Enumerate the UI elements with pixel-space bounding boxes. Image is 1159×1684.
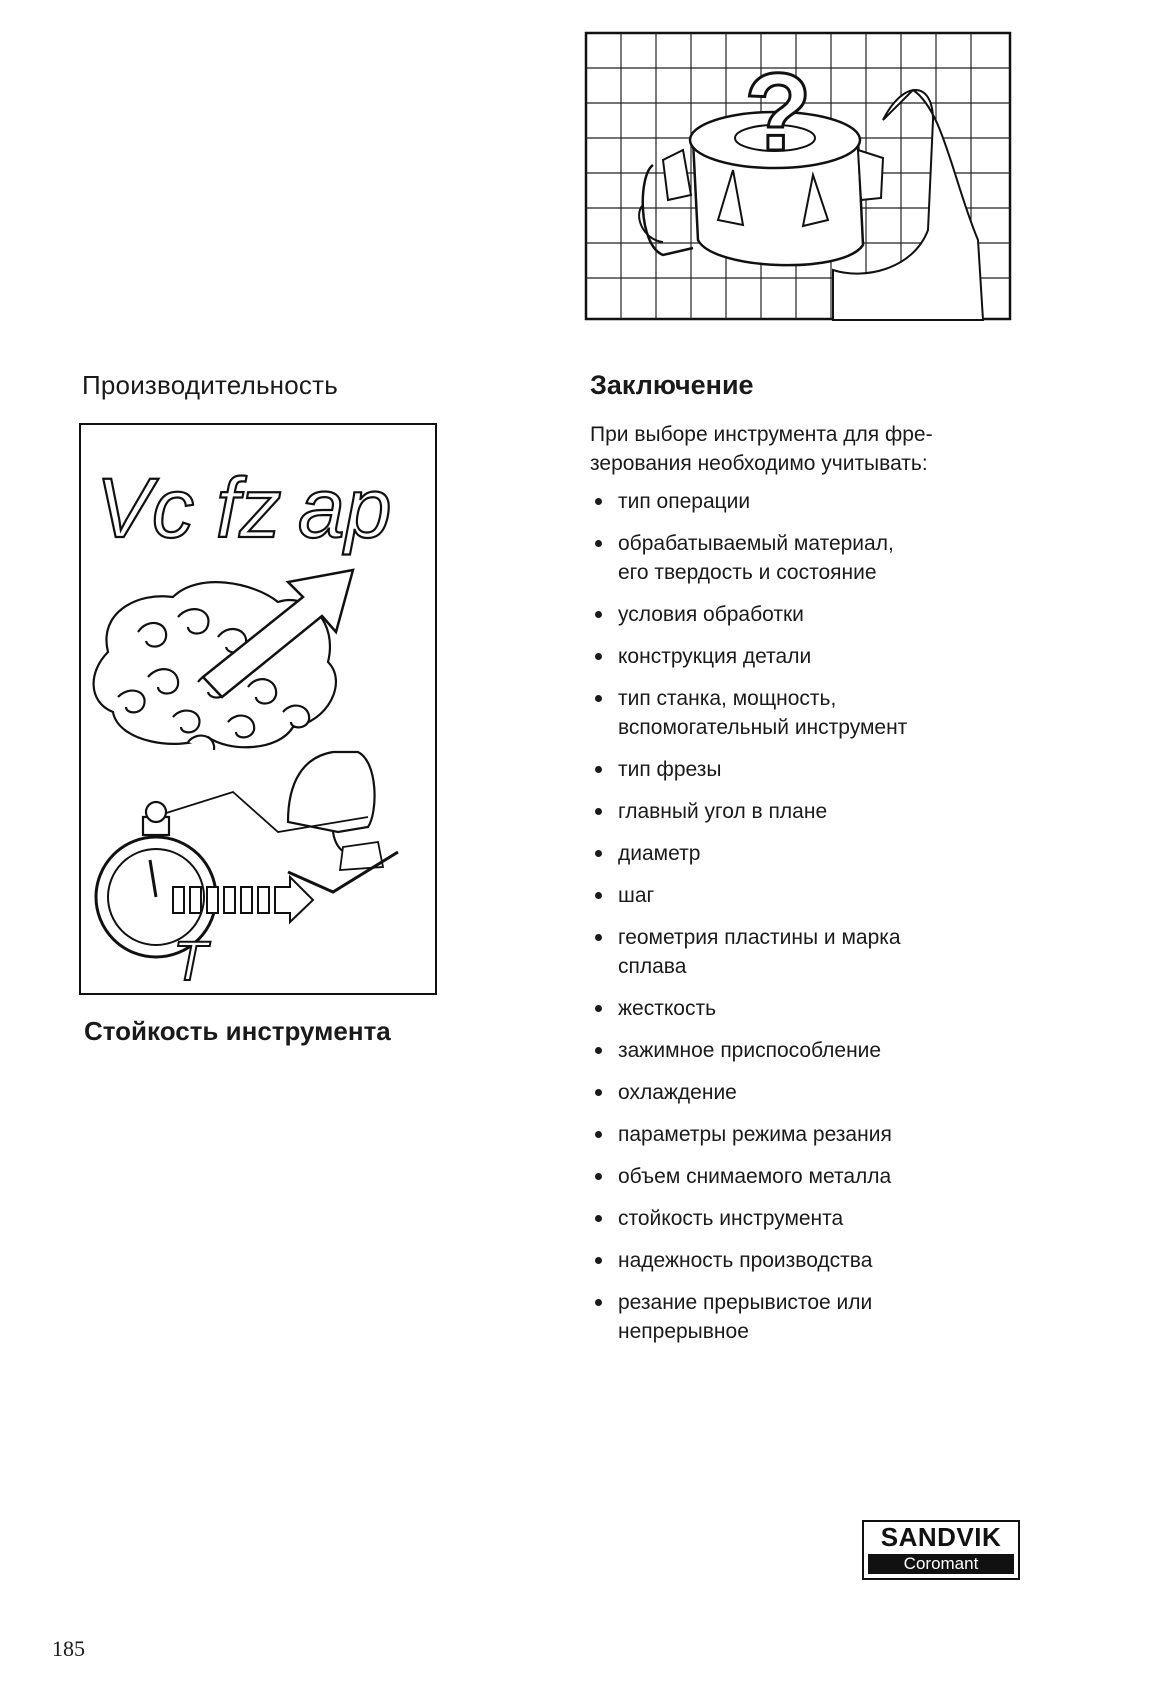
- param-fz: fz: [216, 461, 282, 555]
- list-item: тип станка, мощность, вспомогательный инструмент: [590, 684, 1010, 742]
- list-item: конструкция детали: [590, 642, 1010, 671]
- page-number: 185: [52, 1636, 85, 1661]
- intro-line-1: При выборе инструмента для фре-: [590, 423, 933, 446]
- list-item: параметры режима резания: [590, 1120, 1010, 1149]
- heading-productivity: Производительность: [82, 370, 338, 400]
- list-item: жесткость: [590, 994, 1010, 1023]
- list-item: главный угол в плане: [590, 797, 1010, 826]
- heading-conclusion: Заключение: [590, 370, 754, 400]
- time-symbol: T: [173, 929, 208, 992]
- list-item: тип фрезы: [590, 755, 1010, 784]
- list-item: охлаждение: [590, 1078, 1010, 1107]
- list-item: резание прерывистое или непрерывное: [590, 1288, 1010, 1346]
- intro-paragraph: [590, 420, 1050, 478]
- intro-line-2: зерования необходимо учитывать:: [590, 452, 928, 475]
- list-item: зажимное приспособление: [590, 1036, 1010, 1065]
- logo-brand: SANDVIK: [880, 1522, 1002, 1552]
- list-item: диаметр: [590, 839, 1010, 868]
- factors-list: [590, 487, 1010, 1359]
- question-mark: ?: [744, 51, 812, 174]
- list-item: шаг: [590, 881, 1010, 910]
- list-item: надежность производства: [590, 1246, 1010, 1275]
- logo-sub: Coromant: [868, 1554, 1014, 1574]
- list-item: обрабатываемый материал, его твердость и состояние: [590, 529, 1010, 587]
- list-item: объем снимаемого металла: [590, 1162, 1010, 1191]
- param-ap: ap: [298, 461, 392, 555]
- list-item: условия обработки: [590, 600, 1010, 629]
- heading-tool-life: Стойкость инструмента: [84, 1016, 391, 1046]
- list-item: геометрия пластины и марка сплава: [590, 923, 1010, 981]
- milling-question-illustration: [583, 30, 1015, 322]
- sandvik-coromant-logo: [862, 1520, 1020, 1580]
- list-item: тип операции: [590, 487, 1010, 516]
- list-item: стойкость инструмента: [590, 1204, 1010, 1233]
- param-vc: Vc: [96, 461, 195, 555]
- productivity-tool-life-illustration: [78, 422, 438, 998]
